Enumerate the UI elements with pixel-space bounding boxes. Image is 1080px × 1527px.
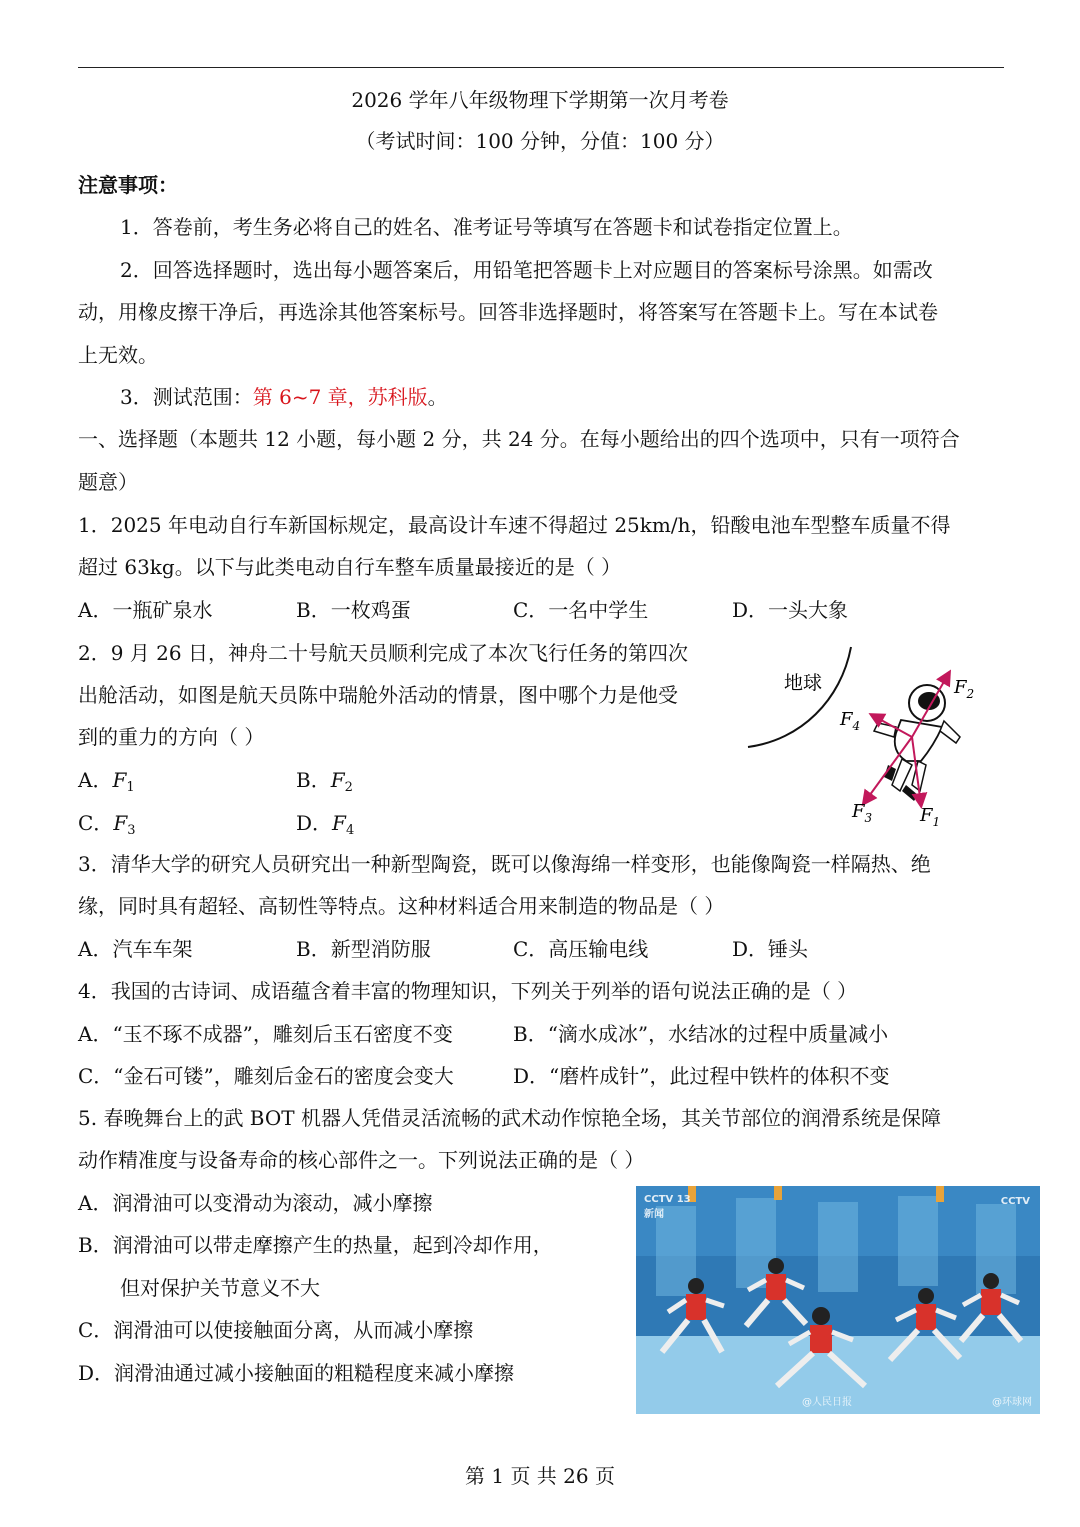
top-rule — [78, 67, 1004, 68]
q2-option-b-var: F — [330, 768, 345, 792]
notes-heading: 注意事项： — [78, 173, 178, 197]
q4-option-c: C．“金石可镂”，雕刻后金石的密度会变大 — [78, 1064, 454, 1088]
q3-option-c: C．高压输电线 — [513, 937, 649, 961]
q2-line-2: 出舱活动，如图是航天员陈中瑞舱外活动的情景，图中哪个力是他受 — [78, 683, 678, 707]
section-heading-line-2: 题意） — [78, 470, 138, 494]
q1-option-a: A．一瓶矿泉水 — [78, 598, 213, 622]
q2-option-d — [296, 809, 354, 837]
q2-option-d-var: F — [332, 811, 346, 835]
q5-option-c: C．润滑油可以使接触面分离，从而减小摩擦 — [78, 1318, 474, 1342]
q3-line-1: 3．清华大学的研究人员研究出一种新型陶瓷，既可以像海绵一样变形，也能像陶瓷一样隔热、绝 — [78, 852, 931, 876]
cctv-logo: CCTV — [1000, 1196, 1030, 1207]
q2-option-c-var: F — [113, 811, 128, 835]
q2-option-d-label: D． — [296, 811, 333, 835]
q2-option-a-label: A． — [78, 768, 113, 792]
q4-line-1: 4．我国的古诗词、成语蕴含着丰富的物理知识，下列关于列举的语句说法正确的是（ ） — [78, 979, 858, 1003]
q2-option-b-label: B． — [296, 768, 331, 792]
label-f1: $F_1$ — [920, 805, 941, 829]
cctv13-logo: CCTV 13 新闻 — [644, 1194, 691, 1220]
q2-line-3: 到的重力的方向（ ） — [78, 725, 265, 749]
note-item-2-line-1: 2．回答选择题时，选出每小题答案后，用铅笔把答题卡上对应题目的答案标号涂黑。如需改 — [120, 258, 933, 282]
robot-performance-photo — [636, 1186, 1040, 1414]
q3-option-d: D．锤头 — [732, 937, 809, 961]
q1-option-c: C．一名中学生 — [513, 598, 649, 622]
q1-line-1: 1．2025 年电动自行车新国标规定，最高设计车速不得超过 25km/h，铅酸电池车型整车质量不得 — [78, 513, 951, 537]
note-item-2-line-3: 上无效。 — [78, 343, 158, 367]
q3-option-b: B．新型消防服 — [296, 937, 431, 961]
q1-option-d: D．一头大象 — [732, 598, 849, 622]
section-heading-line-1: 一、选择题（本题共 12 小题，每小题 2 分，共 24 分。在每小题给出的四个选项中，只有一项符合 — [78, 427, 960, 451]
earth-label: 地球 — [784, 672, 823, 694]
q1-line-2: 超过 63kg。以下与此类电动自行车整车质量最接近的是（ ） — [78, 555, 622, 579]
astronaut-force-diagram — [746, 645, 976, 830]
q4-option-b: B．“滴水成冰”，水结冰的过程中质量减小 — [513, 1022, 889, 1046]
photo-credit-left: @人民日报 — [802, 1397, 852, 1408]
q4-option-a: A．“玉不琢不成器”，雕刻后玉石密度不变 — [78, 1022, 453, 1046]
q3-option-a: A．汽车车架 — [78, 937, 193, 961]
label-f4: $F_4$ — [840, 709, 861, 733]
photo-credit-right: @环球网 — [992, 1397, 1032, 1408]
robot-scene — [636, 1186, 1040, 1414]
q2-option-c-sub: 3 — [127, 823, 136, 838]
q2-option-b-sub: 2 — [344, 780, 353, 795]
q1-option-b: B．一枚鸡蛋 — [296, 598, 411, 622]
earth-arc — [748, 647, 851, 747]
note-item-2-line-2: 动，用橡皮擦干净后，再选涂其他答案标号。回答非选择题时，将答案写在答题卡上。写在本试卷 — [78, 300, 938, 324]
q4-option-d: D．“磨杵成针”，此过程中铁杵的体积不变 — [513, 1064, 890, 1088]
q2-option-a — [78, 766, 135, 794]
q5-line-1: 5. 春晚舞台上的武 BOT 机器人凭借灵活流畅的武术动作惊艳全场，其关节部位的润滑系统是保障 — [78, 1106, 941, 1130]
q5-option-d: D．润滑油通过减小接触面的粗糙程度来减小摩擦 — [78, 1361, 515, 1385]
q2-option-a-sub: 1 — [126, 780, 135, 795]
test-range: 第 6~7 章，苏科版 — [252, 385, 428, 409]
label-f3: $F_3$ — [852, 801, 873, 825]
q2-option-c — [78, 809, 135, 837]
q5-option-a: A．润滑油可以变滑动为滚动，减小摩擦 — [78, 1191, 433, 1215]
note-item-3-suffix: 。 — [427, 385, 448, 409]
q2-option-d-sub: 4 — [345, 823, 355, 838]
astronaut-icon — [874, 685, 960, 801]
exam-title: 2026 学年八年级物理下学期第一次月考卷 — [351, 88, 729, 112]
q2-option-a-var: F — [112, 768, 127, 792]
q2-line-1: 2．9 月 26 日，神舟二十号航天员顺利完成了本次飞行任务的第四次 — [78, 641, 688, 665]
exam-subtitle: （考试时间：100 分钟，分值：100 分） — [355, 129, 725, 153]
q2-option-c-label: C． — [78, 811, 114, 835]
q5-option-b-line-2: 但对保护关节意义不大 — [120, 1276, 320, 1300]
q5-line-2: 动作精准度与设备寿命的核心部件之一。下列说法正确的是（ ） — [78, 1148, 645, 1172]
note-item-3 — [120, 383, 448, 411]
q5-option-b-line-1: B．润滑油可以带走摩擦产生的热量，起到冷却作用， — [78, 1233, 553, 1257]
note-item-1: 1．答卷前，考生务必将自己的姓名、准考证号等填写在答题卡和试卷指定位置上。 — [120, 215, 853, 239]
note-item-3-prefix: 3．测试范围： — [120, 385, 253, 409]
q3-line-2: 缘，同时具有超轻、高韧性等特点。这种材料适合用来制造的物品是（ ） — [78, 894, 725, 918]
q2-option-b — [296, 766, 353, 794]
label-f2: $F_2$ — [954, 677, 975, 701]
page-footer: 第 1 页 共 26 页 — [465, 1464, 615, 1488]
